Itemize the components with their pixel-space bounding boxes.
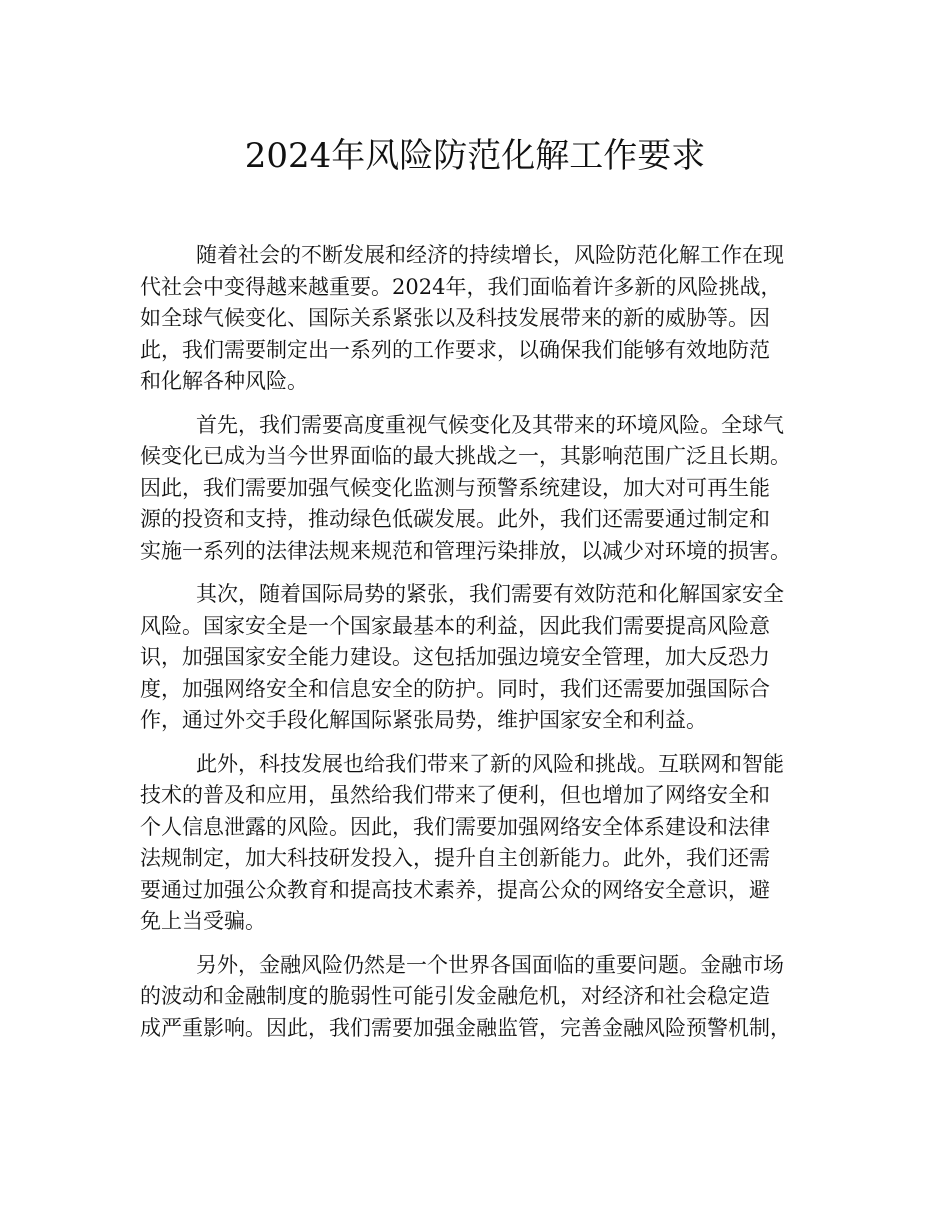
paragraph-line: 如全球气候变化、国际关系紧张以及科技发展带来的新的威胁等。因	[140, 306, 770, 330]
paragraph-line: 风险。国家安全是一个国家最基本的利益，因此我们需要提高风险意	[140, 613, 770, 638]
paragraph-line: 技术的普及和应用，虽然给我们带来了便利，但也增加了网络安全和	[140, 783, 770, 807]
paragraph-4	[140, 749, 840, 938]
paragraph-line: 实施一系列的法律法规来规范和管理污染排放，以减少对环境的损害。	[140, 538, 791, 563]
paragraph-line: 候变化已成为当今世界面临的最大挑战之一，其影响范围广泛且长期。	[140, 444, 791, 468]
document-title: 2024年风险防范化解工作要求	[244, 136, 706, 176]
paragraph-line: 另外，金融风险仍然是一个世界各国面临的重要问题。金融市场	[196, 952, 784, 977]
paragraph-line: 此，我们需要制定出一系列的工作要求，以确保我们能够有效地防范	[140, 337, 770, 362]
document-body	[140, 240, 840, 1056]
paragraph-line: 和化解各种风险。	[140, 369, 308, 393]
paragraph-3	[140, 579, 840, 737]
paragraph-line: 度，加强网络安全和信息安全的防护。同时，我们还需要加强国际合	[140, 676, 770, 701]
paragraph-line: 此外，科技发展也给我们带来了新的风险和挑战。互联网和智能	[196, 751, 784, 776]
paragraph-line: 个人信息泄露的风险。因此，我们需要加强网络安全体系建设和法律	[140, 814, 770, 839]
paragraph-line: 成严重影响。因此，我们需要加强金融监管，完善金融风险预警机制，	[140, 1015, 791, 1040]
paragraph-line: 识，加强国家安全能力建设。这包括加强边境安全管理，加大反恐力	[140, 645, 770, 669]
paragraph-line: 要通过加强公众教育和提高技术素养，提高公众的网络安全意识，避	[140, 877, 770, 902]
paragraph-2	[140, 410, 840, 568]
paragraph-line: 随着社会的不断发展和经济的持续增长，风险防范化解工作在现	[196, 243, 784, 267]
paragraph-line: 源的投资和支持，推动绿色低碳发展。此外，我们还需要通过制定和	[140, 507, 770, 531]
paragraph-line: 其次，随着国际局势的紧张，我们需要有效防范和化解国家安全	[196, 582, 784, 606]
paragraph-line: 因此，我们需要加强气候变化监测与预警系统建设，加大对可再生能	[140, 475, 770, 500]
paragraph-line: 作，通过外交手段化解国际紧张局势，维护国家安全和利益。	[140, 708, 707, 732]
paragraph-line: 免上当受骗。	[140, 909, 266, 933]
paragraph-line: 代社会中变得越来越重要。2024年，我们面临着许多新的风险挑战，	[140, 274, 782, 299]
paragraph-line: 首先，我们需要高度重视气候变化及其带来的环境风险。全球气	[196, 412, 784, 437]
paragraph-line: 的波动和金融制度的脆弱性可能引发金融危机，对经济和社会稳定造	[140, 984, 770, 1008]
paragraph-5	[140, 950, 840, 1045]
paragraph-line: 法规制定，加大科技研发投入，提升自主创新能力。此外，我们还需	[140, 846, 770, 870]
paragraph-1	[140, 240, 840, 398]
